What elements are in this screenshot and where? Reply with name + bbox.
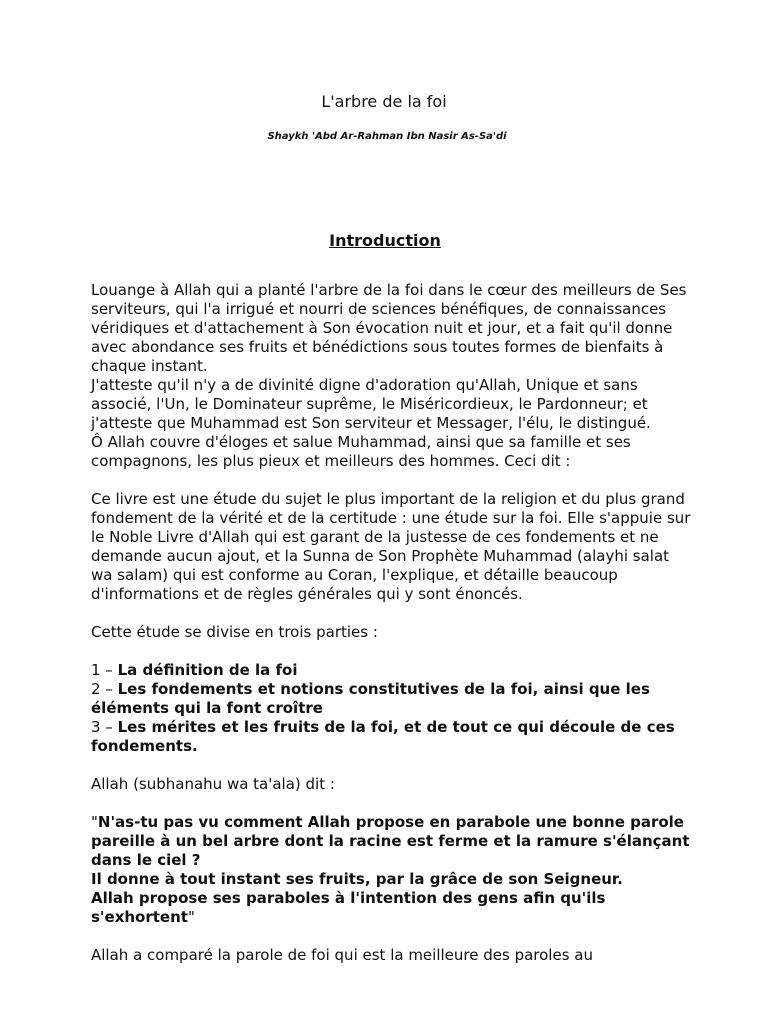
quote-block (91, 813, 691, 927)
paragraph-spacer (91, 927, 691, 946)
paragraph: Ô Allah couvre d'éloges et salue Muhammad, ainsi que sa famille et ses compagnons, les plus pieux et meilleurs des hommes. Ceci dit : (91, 433, 631, 470)
list-item-text: Les fondements et notions constitutives de la foi, ainsi que les éléments qui la font croître (91, 680, 650, 717)
author-line: Shaykh 'Abd Ar-Rahman Ibn Nasir As-Sa'di (267, 131, 507, 142)
paragraph: Allah a comparé la parole de foi qui est la meilleure des paroles au (91, 946, 593, 964)
paragraph-spacer (91, 642, 691, 661)
quote-line: N'as-tu pas vu comment Allah propose en parabole une bonne parole pareille à un bel arbre dont la racine est ferme et la ramure s'élançant dans le ciel ? (91, 813, 690, 869)
document-body (91, 281, 691, 965)
paragraph-spacer (91, 794, 691, 813)
list-item (91, 718, 691, 756)
list-item-number: 1 – (91, 661, 118, 679)
quote-open-mark: " (91, 813, 98, 831)
list-item (91, 661, 691, 680)
paragraph: Cette étude se divise en trois parties : (91, 623, 378, 641)
quote-line: Allah propose ses paraboles à l'intention des gens afin qu'ils s'exhortent (91, 889, 606, 926)
list-item-number: 2 – (91, 680, 118, 698)
paragraph: Allah (subhanahu wa ta'ala) dit : (91, 775, 335, 793)
list-item-number: 3 – (91, 718, 118, 736)
document-title: L'arbre de la foi (321, 92, 447, 111)
quote-close-mark: " (187, 908, 195, 926)
paragraph: J'atteste qu'il n'y a de divinité digne d'adoration qu'Allah, Unique et sans associé, l'Un, le Dominateur suprême, le Miséricordieux, le Pardonneur; et j'atteste que Muhammad est Son serviteur et Messager, l'élu, le distingué. (91, 376, 651, 432)
list-item (91, 680, 691, 718)
paragraph-spacer (91, 604, 691, 623)
list-item-text: La définition de la foi (117, 661, 298, 679)
section-heading-text: Introduction (329, 231, 441, 250)
list-item-text: Les mérites et les fruits de la foi, et de tout ce qui découle de ces fondements. (91, 718, 675, 755)
paragraph-spacer (91, 471, 691, 490)
paragraph: Louange à Allah qui a planté l'arbre de la foi dans le cœur des meilleurs de Ses serviteurs, qui l'a irrigué et nourri de sciences bénéfiques, de connaissances véridiques et d'attachement à Son évocation nuit et jour, et a fait qu'il donne avec abondance ses fruits et bénédictions sous toutes formes de bienfaits à chaque instant. (91, 281, 687, 375)
section-heading (0, 231, 768, 251)
quote-line: Il donne à tout instant ses fruits, par la grâce de son Seigneur. (91, 870, 623, 888)
paragraph-spacer (91, 756, 691, 775)
paragraph: Ce livre est une étude du sujet le plus important de la religion et du plus grand fondement de la vérité et de la certitude : une étude sur la foi. Elle s'appuie sur le Noble Livre d'Allah qui est garant de la justesse de ces fondements et ne demande aucun ajout, et la Sunna de Son Prophète Muhammad (alayhi salat wa salam) qui est conforme au Coran, l'explique, et détaille beaucoup d'informations et de règles générales qui y sont énoncés. (91, 490, 691, 603)
